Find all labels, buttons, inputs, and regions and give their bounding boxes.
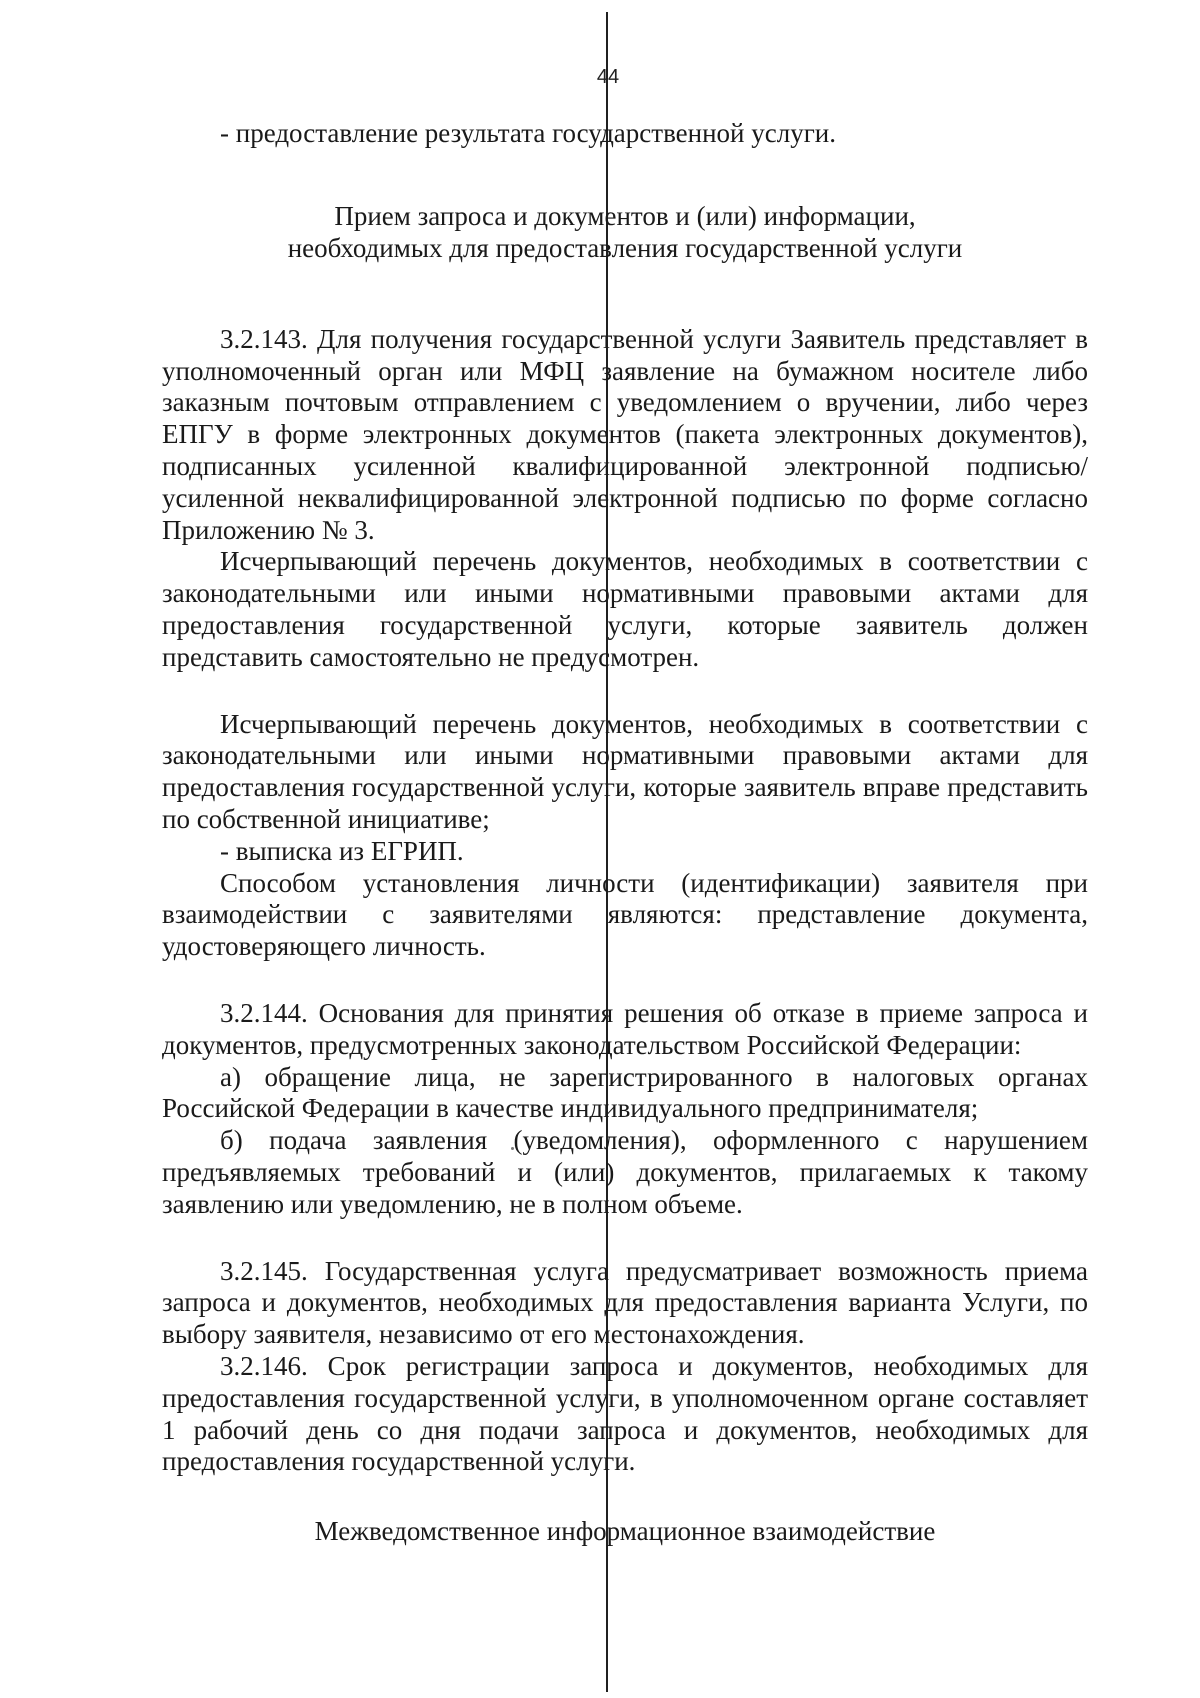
paragraph-3-2-144: 3.2.144. Основания для принятия решения об отказе в приеме запроса и документов, предусмотренных законодательством Российской Федерации: (162, 997, 1088, 1060)
paragraph-mandatory-docs: Исчерпывающий перечень документов, необходимых в соответствии с законодательными или иными нормативными правовыми актами для предоставления государственной услуги, которые заявитель должен представить самостоятельно не предусмотрен. (162, 546, 1088, 672)
document-body (162, 118, 1088, 1548)
paragraph-identification: Способом установления личности (идентификации) заявителя при взаимодействии с заявителями являются: представление документа, удостоверяющего личность. (162, 867, 1088, 962)
paragraph-144-b: б) подача заявления (уведомления), оформленного с нарушением предъявляемых требований и (или) документов, прилагаемых к такому заявлению или уведомлению, не в полном объеме. (162, 1125, 1088, 1219)
paragraph-egrip: - выписка из ЕГРИП. (220, 835, 464, 866)
paragraph-optional-docs: Исчерпывающий перечень документов, необходимых в соответствии с законодательными или иными нормативными правовыми актами для предоставления государственной услуги, которые заявитель вправе представить по собственной инициативе; (162, 708, 1088, 834)
section-heading-reception: Прием запроса и документов и (или) информации, необходимых для предоставления государственной услуги (287, 200, 963, 263)
intro-line: - предоставление результата государственной услуги. (220, 118, 836, 148)
paragraph-3-2-143: 3.2.143. Для получения государственной услуги Заявитель представляет в уполномоченный орган или МФЦ заявление на бумажном носителе либо заказным почтовым отправлением с уведомлением о вручении, либо через ЕПГУ в форме электронных документов (пакета электронных документов), подписанных усиленной квалифицированной электронной подписью/усиленной неквалифицированной электронной подписью по форме согласно Приложению № 3. (162, 323, 1088, 545)
section-heading-interagency: Межведомственное информационное взаимодействие (314, 1516, 936, 1547)
paragraph-3-2-145: 3.2.145. Государственная услуга предусматривает возможность приема запроса и документов, необходимых для предоставления варианта Услуги, по выбору заявителя, независимо от его местонахождения. (162, 1255, 1088, 1350)
paragraph-144-a: а) обращение лица, не зарегистрированного в налоговых органах Российской Федерации в качестве индивидуального предпринимателя; (162, 1061, 1088, 1124)
paragraph-3-2-146: 3.2.146. Срок регистрации запроса и документов, необходимых для предоставления государственной услуги, в уполномоченном органе составляет 1 рабочий день со дня подачи запроса и документов, необходимых для предоставления государственной услуги. (162, 1350, 1088, 1477)
page-number: 44 (596, 66, 620, 88)
